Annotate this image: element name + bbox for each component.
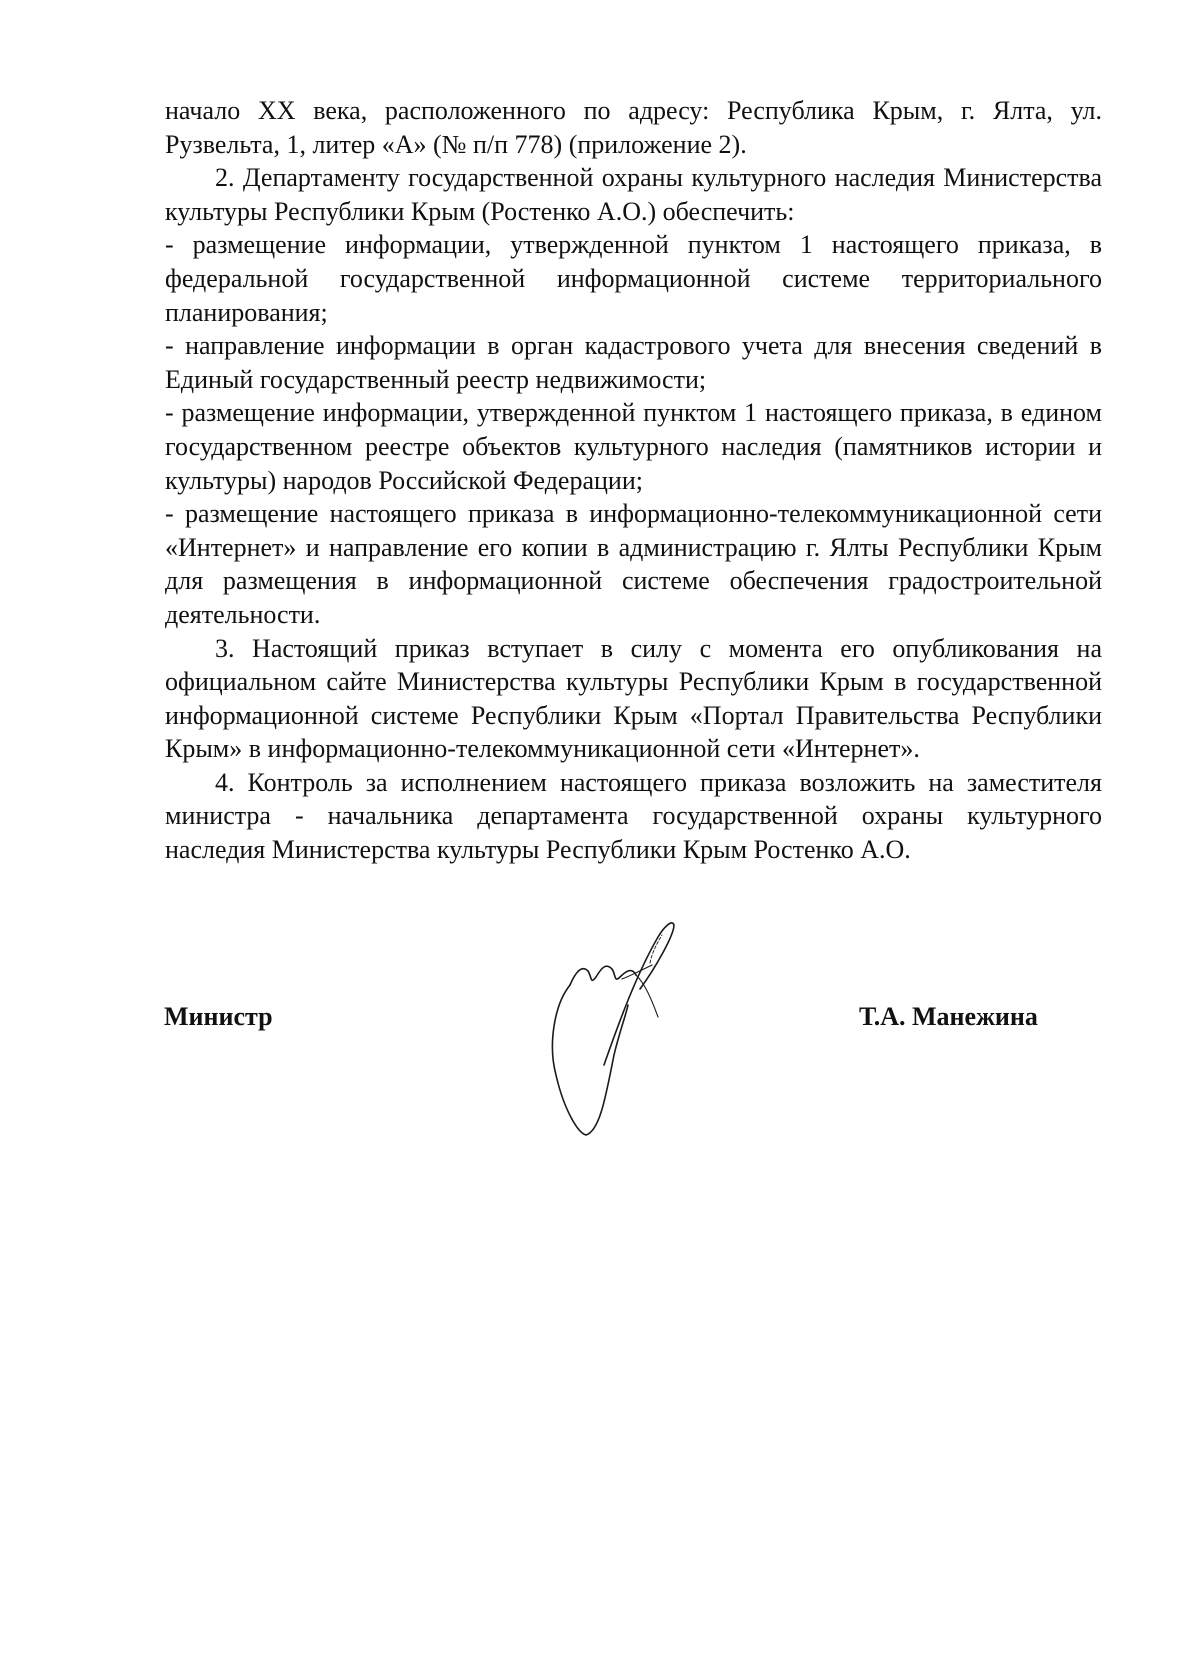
paragraph-item-2: 2. Департаменту государственной охраны культурного наследия Министерства культуры Республики Крым (Ростенко А.О.) обеспечить: (165, 163, 1102, 226)
paragraph-address-continuation: начало XX века, расположенного по адресу: Республика Крым, г. Ялта, ул. Рузвельта, 1, литер «А» (№ п/п 778) (приложение 2). (165, 96, 1102, 159)
paragraph-item-2-bullet-3: - размещение информации, утвержденной пунктом 1 настоящего приказа, в едином государственном реестре объектов культурного наследия (памятников истории и культуры) народов Российской Федерации; (165, 398, 1102, 495)
handwritten-signature (540, 905, 720, 1150)
paragraph-item-2-bullet-4: - размещение настоящего приказа в информационно-телекоммуникационной сети «Интернет» и направление его копии в администрацию г. Ялты Республики Крым для размещения в информационной системе обеспечения градостроительной деятельности. (165, 499, 1102, 629)
signatory-name: Т.А. Манежина (859, 1002, 1038, 1031)
paragraph-item-4: 4. Контроль за исполнением настоящего приказа возложить на заместителя министра - начальника департамента государственной охраны культурного наследия Министерства культуры Республики Крым Ростенко А.О. (165, 767, 1102, 865)
paragraph-item-2-bullet-1: - размещение информации, утвержденной пунктом 1 настоящего приказа, в федеральной государственной информационной системе территориального планирования; (165, 230, 1102, 327)
paragraph-item-3: 3. Настоящий приказ вступает в силу с момента его опубликования на официальном сайте Министерства культуры Республики Крым в государственной информационной системе Республики Крым «Портал Правительства Республики Крым» в информационно-телекоммуникационной сети «Интернет». (165, 633, 1102, 764)
signatory-title: Министр (164, 1002, 273, 1031)
paragraph-item-2-bullet-2: - направление информации в орган кадастрового учета для внесения сведений в Единый государственный реестр недвижимости; (165, 331, 1102, 394)
